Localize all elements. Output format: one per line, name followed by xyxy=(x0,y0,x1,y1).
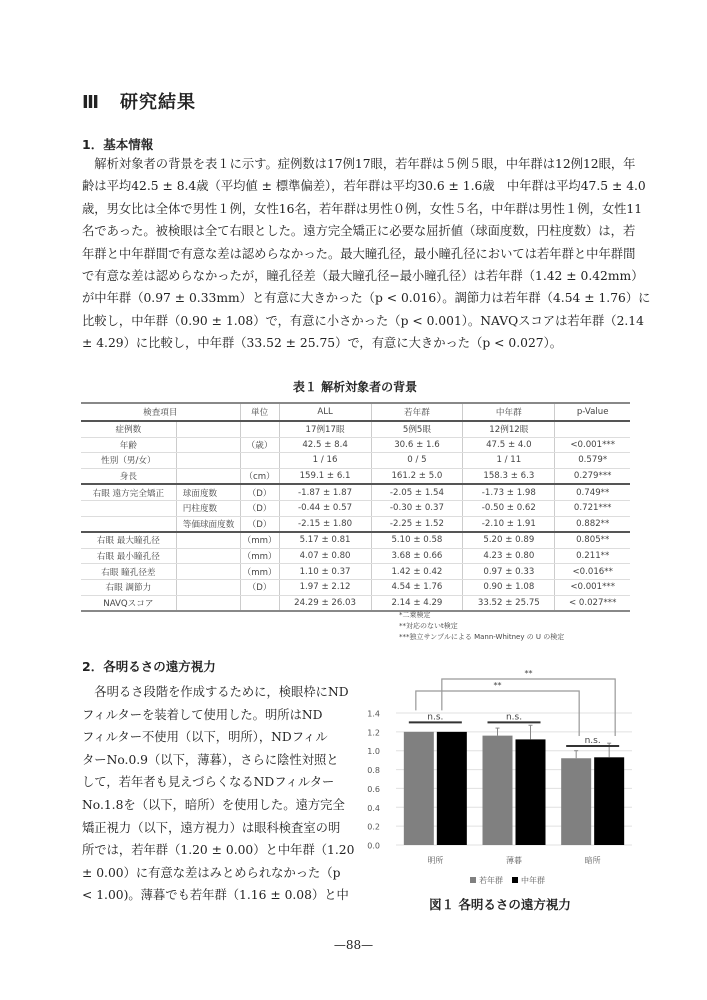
bar-middle xyxy=(594,757,624,845)
cell-unit: （D） xyxy=(240,484,279,500)
legend-label: 若年群 xyxy=(479,876,503,885)
x-tick-label: 明所 xyxy=(427,856,444,865)
cell-unit: （mm） xyxy=(240,564,279,580)
cell-middle: 12例12眼 xyxy=(463,421,555,437)
note: ***独立サンプルによる Mann-Whitney の U の検定 xyxy=(399,633,565,641)
table-row xyxy=(81,532,630,548)
body-line: して，若年者も見えづらくなるNDフィルター xyxy=(82,775,335,790)
cell-unit: （cm） xyxy=(240,468,279,484)
cell-all: -0.44 ± 0.57 xyxy=(279,500,371,516)
cell-p-value: <0.001*** xyxy=(555,579,630,595)
body-line: No.1.8を（以下，暗所）を使用した。遠方完全 xyxy=(82,797,345,812)
cell-p-value: 0.882** xyxy=(555,516,630,532)
cell-young: -2.05 ± 1.54 xyxy=(371,484,463,500)
cell-p-value: 0.749** xyxy=(555,484,630,500)
cell-all: 1 / 16 xyxy=(279,453,371,469)
page-number: —88— xyxy=(333,938,374,952)
cell-young: 5.10 ± 0.58 xyxy=(371,532,463,548)
cell-p-value: < 0.027*** xyxy=(555,595,630,611)
cell-young: 3.68 ± 0.66 xyxy=(371,548,463,564)
figure-1-caption: 図１ 各明るさの遠方視力 xyxy=(429,897,571,912)
cell-subitem xyxy=(176,468,240,484)
cell-young: 161.2 ± 5.0 xyxy=(371,468,463,484)
header-middle: 中年群 xyxy=(463,403,555,421)
ns-label: n.s. xyxy=(505,712,523,723)
cell-middle: 0.97 ± 0.33 xyxy=(463,564,555,580)
cell-item: NAVQスコア xyxy=(81,595,176,611)
cell-p-value: 0.211** xyxy=(555,548,630,564)
cell-all: 24.29 ± 26.03 xyxy=(279,595,371,611)
y-tick-label: 1.0 xyxy=(367,747,380,757)
cell-subitem xyxy=(176,453,240,469)
significance-bracket xyxy=(442,679,615,736)
cell-unit: （D） xyxy=(240,579,279,595)
significance-label: ** xyxy=(524,669,533,678)
cell-middle: -2.10 ± 1.91 xyxy=(463,516,555,532)
table-row xyxy=(81,484,630,500)
cell-item: 症例数 xyxy=(81,421,176,437)
cell-middle: -0.50 ± 0.62 xyxy=(463,500,555,516)
note: **対応のないt検定 xyxy=(399,622,458,630)
cell-p-value xyxy=(555,421,630,437)
subsection-2-body xyxy=(82,681,355,907)
cell-middle: 33.52 ± 25.75 xyxy=(463,595,555,611)
note: *二乗検定 xyxy=(399,611,431,619)
cell-middle: 5.20 ± 0.89 xyxy=(463,532,555,548)
significance-label: ** xyxy=(493,681,502,690)
y-tick-label: 0.6 xyxy=(367,784,380,794)
ns-label: n.s. xyxy=(584,736,601,746)
table-1 xyxy=(81,402,630,612)
cell-item xyxy=(81,500,176,516)
body-line: 名であった。被検眼は全て右眼とした。遠方完全矯正に必要な屈折値（球面度数，円柱度数）は，若 xyxy=(82,224,636,239)
cell-all: -1.87 ± 1.87 xyxy=(279,484,371,500)
body-line: 比較し，中年群（0.90 ± 1.08）で，有意に小さかった（p < 0.001）。NAVQスコアは若年群（2.14 xyxy=(82,313,644,328)
cell-middle: 1 / 11 xyxy=(463,453,555,469)
cell-unit xyxy=(240,453,279,469)
body-line: 各明るさ段階を作成するために，検眼枠にND xyxy=(82,685,349,699)
section-title: 研究結果 xyxy=(120,92,196,113)
y-tick-label: 0.0 xyxy=(367,841,380,851)
cell-item xyxy=(81,516,176,532)
cell-all: 17例17眼 xyxy=(279,421,371,437)
cell-item: 右眼 最小瞳孔径 xyxy=(81,548,176,564)
cell-young: 0 / 5 xyxy=(371,453,463,469)
cell-p-value: 0.805** xyxy=(555,532,630,548)
background-table xyxy=(81,402,630,612)
header-young: 若年群 xyxy=(371,403,463,421)
cell-p-value: <0.001*** xyxy=(555,437,630,453)
cell-item: 身長 xyxy=(81,468,176,484)
cell-subitem: 等価球面度数 xyxy=(176,516,240,532)
body-line: 解析対象者の背景を表１に示す。症例数は17例17眼，若年群は５例５眼，中年群は12例12眼，年 xyxy=(82,157,636,171)
cell-young: -0.30 ± 0.37 xyxy=(371,500,463,516)
body-line: 年群と中年群間で有意な差は認めらなかった。最大瞳孔径，最小瞳孔径においては若年群と中年群間 xyxy=(82,246,636,261)
cell-subitem xyxy=(176,579,240,595)
cell-young: -2.25 ± 1.52 xyxy=(371,516,463,532)
table-row xyxy=(81,500,630,516)
body-line: 齢は平均42.5 ± 8.4歳（平均値 ± 標準偏差），若年群は平均30.6 ± 1.6歳 中年群は平均47.5 ± 4.0 xyxy=(82,179,646,194)
header-all: ALL xyxy=(279,403,371,421)
cell-all: 159.1 ± 6.1 xyxy=(279,468,371,484)
cell-young: 1.42 ± 0.42 xyxy=(371,564,463,580)
cell-item: 右眼 最大瞳孔径 xyxy=(81,532,176,548)
cell-all: 5.17 ± 0.81 xyxy=(279,532,371,548)
cell-all: 1.10 ± 0.37 xyxy=(279,564,371,580)
cell-all: 4.07 ± 0.80 xyxy=(279,548,371,564)
table-row xyxy=(81,468,630,484)
chart-legend xyxy=(470,875,545,885)
table-row xyxy=(81,453,630,469)
legend-label: 中年群 xyxy=(521,876,545,885)
cell-middle: 158.3 ± 6.3 xyxy=(463,468,555,484)
table-header-row xyxy=(81,403,630,421)
body-line: ターNo.0.9（以下，薄暮），さらに陰性対照と xyxy=(82,752,339,767)
cell-all: 1.97 ± 2.12 xyxy=(279,579,371,595)
cell-item: 右眼 調節力 xyxy=(81,579,176,595)
cell-unit: （mm） xyxy=(240,532,279,548)
cell-p-value: 0.721*** xyxy=(555,500,630,516)
cell-unit: （歳） xyxy=(240,437,279,453)
cell-item: 年齢 xyxy=(81,437,176,453)
cell-subitem xyxy=(176,564,240,580)
y-tick-label: 0.2 xyxy=(367,822,380,832)
legend-swatch xyxy=(470,877,476,883)
cell-young: 5例5眼 xyxy=(371,421,463,437)
body-line: ± 4.29）に比較し，中年群（33.52 ± 25.75）で，有意に大きかった（p < 0.027）。 xyxy=(82,336,563,351)
cell-subitem xyxy=(176,548,240,564)
body-line: フィルターを装着して使用した。明所はND xyxy=(82,707,323,722)
cell-subitem xyxy=(176,437,240,453)
cell-item: 性別（男/女） xyxy=(81,453,176,469)
cell-p-value: 0.579* xyxy=(555,453,630,469)
table-row xyxy=(81,437,630,453)
bar-young xyxy=(404,732,434,845)
cell-unit: （mm） xyxy=(240,548,279,564)
table-row xyxy=(81,564,630,580)
bar-young xyxy=(483,736,513,845)
header-unit: 単位 xyxy=(240,403,279,421)
section-number: Ⅲ xyxy=(82,92,101,113)
body-line: 矯正視力（以下，遠方視力）は眼科検査室の明 xyxy=(82,820,341,835)
table-row xyxy=(81,579,630,595)
cell-subitem xyxy=(176,532,240,548)
body-line: フィルター不使用（以下，明所），NDフィル xyxy=(82,730,328,745)
subsection-1-heading: 1．基本情報 xyxy=(82,137,154,152)
cell-item: 右眼 瞳孔径差 xyxy=(81,564,176,580)
cell-p-value: <0.016** xyxy=(555,564,630,580)
bar-middle xyxy=(516,739,546,845)
x-tick-label: 暗所 xyxy=(584,856,601,865)
table-1-notes xyxy=(399,610,564,643)
cell-subitem: 球面度数 xyxy=(176,484,240,500)
subsection-2-heading: 2．各明るさの遠方視力 xyxy=(82,659,216,674)
table-1-caption: 表１ 解析対象者の背景 xyxy=(292,380,418,394)
y-axis-ticks xyxy=(367,710,380,851)
cell-subitem xyxy=(176,421,240,437)
y-tick-label: 0.8 xyxy=(367,766,380,776)
body-line: ± 0.00）に有意な差はみとめられなかった（p xyxy=(82,865,341,880)
cell-unit xyxy=(240,421,279,437)
body-line: で有意な差は認めらなかったが，瞳孔径差（最大瞳孔径−最小瞳孔径）は若年群（1.42 ± 0.42mm） xyxy=(82,269,644,284)
cell-item: 右眼 遠方完全矯正 xyxy=(81,484,176,500)
table-row xyxy=(81,421,630,437)
cell-all: 42.5 ± 8.4 xyxy=(279,437,371,453)
cell-middle: 0.90 ± 1.08 xyxy=(463,579,555,595)
cell-p-value: 0.279*** xyxy=(555,468,630,484)
section-heading xyxy=(82,88,196,114)
cell-middle: 4.23 ± 0.80 xyxy=(463,548,555,564)
cell-young: 30.6 ± 1.6 xyxy=(371,437,463,453)
subsection-1-body xyxy=(82,153,651,355)
table-row xyxy=(81,548,630,564)
cell-unit: （D） xyxy=(240,516,279,532)
table-row xyxy=(81,595,630,611)
cell-middle: -1.73 ± 1.98 xyxy=(463,484,555,500)
cell-young: 4.54 ± 1.76 xyxy=(371,579,463,595)
legend-swatch xyxy=(512,877,518,883)
header-item: 検査項目 xyxy=(81,403,240,421)
x-tick-label: 薄暮 xyxy=(506,856,522,865)
visual-acuity-bar-chart xyxy=(360,660,640,890)
y-tick-label: 1.4 xyxy=(367,709,380,719)
body-line: < 1.00)。薄暮でも若年群（1.16 ± 0.08）と中 xyxy=(82,888,349,903)
cell-young: 2.14 ± 4.29 xyxy=(371,595,463,611)
cell-unit: （D） xyxy=(240,500,279,516)
body-line: 所では，若年群（1.20 ± 0.00）と中年群（1.20 xyxy=(82,843,355,858)
cell-subitem xyxy=(176,595,240,611)
bar-young xyxy=(561,758,591,845)
ns-label: n.s. xyxy=(427,712,444,723)
header-p-value: p-Value xyxy=(555,403,630,421)
body-line: が中年群（0.97 ± 0.33mm）と有意に大きかった（p < 0.016）。調節力は若年群（4.54 ± 1.76）に xyxy=(82,291,651,306)
y-tick-label: 1.2 xyxy=(367,728,380,738)
cell-all: -2.15 ± 1.80 xyxy=(279,516,371,532)
cell-middle: 47.5 ± 4.0 xyxy=(463,437,555,453)
body-line: 歳，男女比は全体で男性１例，女性16名，若年群は男性０例，女性５名，中年群は男性１例，女性11 xyxy=(82,201,643,216)
y-tick-label: 0.4 xyxy=(367,803,380,813)
bar-middle xyxy=(437,732,467,845)
cell-subitem: 円柱度数 xyxy=(176,500,240,516)
table-row xyxy=(81,516,630,532)
x-axis-ticks xyxy=(427,855,600,865)
cell-unit xyxy=(240,595,279,611)
